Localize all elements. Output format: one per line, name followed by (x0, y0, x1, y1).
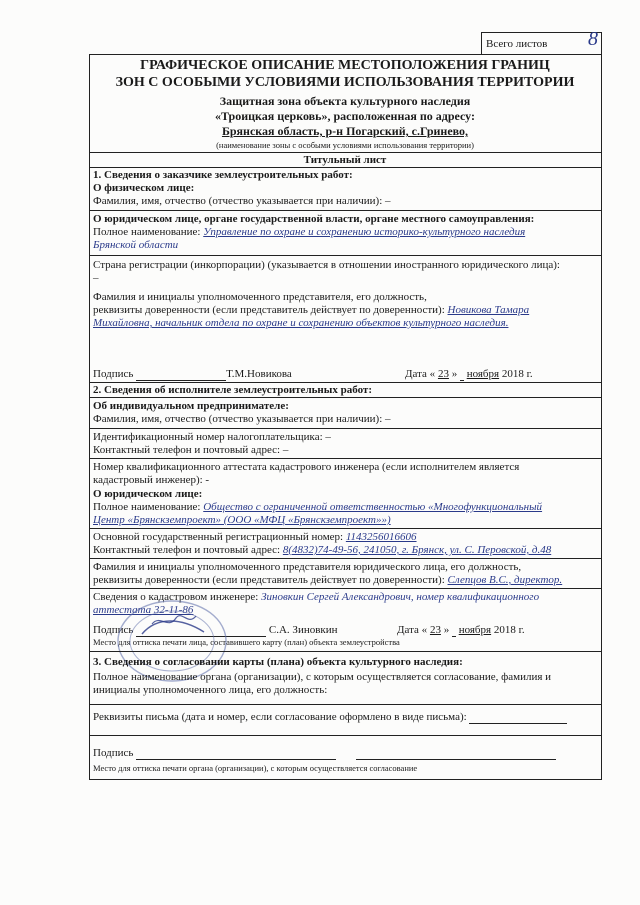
divider-s2-cad (89, 588, 602, 589)
section-2-date-pad (452, 626, 456, 637)
section-2-date-month: ноября (458, 624, 492, 636)
section-1-sign-label: Подпись (93, 368, 134, 380)
divider-s2-qual (89, 458, 602, 459)
frame-bottom (89, 779, 602, 780)
section-1-phys-fio: Фамилия, имя, отчество (отчество указывается при наличии): – (93, 195, 391, 207)
section-1-phys-heading: О физическом лице: (93, 182, 195, 194)
section-1-date-pad (460, 370, 464, 381)
section-2-cad-value: Зиновкин Сергей Александрович, номер квалификационного (261, 591, 540, 603)
total-sheets-label: Всего листов (486, 38, 548, 50)
section-3-letter-blank (469, 713, 567, 724)
section-1-country-label: Страна регистрации (инкорпорации) (указывается в отношении иностранного юридического лица): (93, 259, 560, 271)
header-box-top-border (481, 32, 601, 33)
divider-section-1-top (89, 167, 602, 168)
section-2-ip-contacts: Контактный телефон и почтовый адрес: – (93, 444, 289, 456)
section-2-full-name-label: Полное наименование: (93, 501, 204, 513)
title-line-5-address: Брянская область, р-н Погарский, с.Гринево, (221, 124, 469, 138)
section-1-heading: 1. Сведения о заказчике землеустроительных работ: (93, 169, 353, 181)
section-2-full-name-value-cont: Центр «Брянскземпроект» (ООО «МФЦ «Брянскземпроект»») (93, 514, 391, 526)
divider-section-3-top (89, 651, 602, 652)
section-2-date-label: Дата « (397, 624, 428, 636)
section-1-full-name-value: Управление по охране и сохранению историко-культурного наследия (203, 226, 526, 238)
section-1-signature-row (93, 368, 292, 381)
divider-s2-ogrn (89, 528, 602, 529)
zone-name-note: (наименование зоны с особыми условиями использования территории) (216, 140, 474, 150)
section-1-date-month: ноября (466, 368, 500, 380)
divider-s2-rep (89, 558, 602, 559)
section-2-rep-label: реквизиты доверенности (если представитель действует по доверенности): (93, 574, 448, 586)
section-2-sign-label: Подпись (93, 624, 134, 636)
section-3-letter-label: Реквизиты письма (дата и номер, если согласование оформлено в виде письма): (93, 711, 467, 723)
sheet-title: Титульный лист (303, 154, 387, 166)
section-2-qual-line-2: кадастровый инженер): - (93, 474, 210, 486)
section-1-rep-line-1: Фамилия и инициалы уполномоченного представителя, его должность, (93, 291, 427, 303)
section-2-contacts-label: Контактный телефон и почтовый адрес: (93, 544, 283, 556)
section-2-legal-heading: О юридическом лице: (93, 488, 203, 500)
section-3-line-1: Полное наименование органа (организации), с которым осуществляется согласование, фамилия и (93, 671, 552, 683)
title-line-2: ЗОН С ОСОБЫМИ УСЛОВИЯМИ ИСПОЛЬЗОВАНИЯ ТЕРРИТОРИИ (115, 75, 575, 90)
section-2-inn: Идентификационный номер налогоплательщика: – (93, 431, 331, 443)
section-1-legal-heading: О юридическом лице, органе государственной власти, органе местного самоуправления: (93, 213, 535, 225)
divider-s2-inn (89, 428, 602, 429)
section-1-date-day: 23 (437, 368, 449, 380)
section-2-rep-line-1: Фамилия и инициалы уполномоченного представителя юридического лица, его должность, (93, 561, 522, 573)
section-3-line-2: инициалы уполномоченного лица, его должность: (93, 684, 328, 696)
section-1-rep-line-2 (93, 304, 529, 317)
section-2-ip-heading: Об индивидуальном предпринимателе: (93, 400, 289, 412)
section-2-qual-line-1: Номер квалификационного аттестата кадастрового инженера (если исполнителем является (93, 461, 520, 473)
title-line-1: ГРАФИЧЕСКОЕ ОПИСАНИЕ МЕСТОПОЛОЖЕНИЯ ГРАНИЦ (140, 58, 550, 73)
section-2-date-day: 23 (429, 624, 441, 636)
section-2-ogrn-label: Основной государственный регистрационный номер: (93, 531, 346, 543)
divider-sheet-title-top (89, 152, 602, 153)
section-3-sign-label: Подпись (93, 747, 134, 759)
section-2-ogrn-value: 1143256016606 (345, 531, 417, 543)
frame-right (601, 32, 602, 780)
section-1-full-name-label: Полное наименование: (93, 226, 204, 238)
section-3-letter-row (93, 711, 567, 724)
section-2-date-row: Дата « 23 » ноября 2018 г. (397, 624, 525, 636)
section-2-heading: 2. Сведения об исполнителе землеустроительных работ: (93, 384, 373, 396)
section-3-name-blank (356, 759, 556, 760)
section-1-full-name (93, 226, 525, 239)
section-2-contacts (93, 544, 551, 557)
section-3-stamp-note: Место для оттиска печати органа (организации), с которым осуществляется согласование (93, 763, 418, 773)
divider-s3-letter (89, 704, 602, 705)
section-1-date-row: Дата « 23 » ноября 2018 г. (405, 368, 533, 380)
frame-top (89, 54, 602, 55)
section-2-full-name (93, 501, 542, 514)
section-1-sign-name: Т.М.Новикова (226, 368, 292, 380)
section-2-full-name-value: Общество с ограниченной ответственностью «Многофункциональный (203, 501, 543, 513)
section-2-stamp-note: Место для оттиска печати лица, составившего карту (план) объекта землеустройства (93, 637, 400, 647)
section-2-cad-value-cont: аттестата 32-11-86 (93, 604, 194, 616)
title-line-4: «Троицкая церковь», расположенная по адресу: (215, 109, 475, 123)
section-1-full-name-value-cont: Брянской области (93, 239, 179, 251)
divider-s1-country (89, 255, 602, 256)
section-3-heading: 3. Сведения о согласовании карты (плана) объекта культурного наследия: (93, 656, 463, 668)
section-2-ip-fio: Фамилия, имя, отчество (отчество указывается при наличии): – (93, 413, 391, 425)
divider-s1-legal (89, 210, 602, 211)
section-2-contacts-value: 8(4832)74-49-56, 241050, г. Брянск, ул. С. Перовской, д.48 (282, 544, 552, 556)
divider-s2-ip (89, 397, 602, 398)
section-2-date-year: 2018 г. (493, 624, 525, 636)
section-2-ogrn (93, 531, 417, 544)
divider-s3-sign (89, 735, 602, 736)
section-1-rep-label: реквизиты доверенности (если представитель действует по доверенности): (93, 304, 448, 316)
section-1-date-label: Дата « (405, 368, 436, 380)
section-3-signature-row (93, 747, 133, 760)
section-1-sign-blank (136, 370, 226, 381)
section-1-rep-value-cont: Михайловна, начальник отдела по охране и сохранению объектов культурного наследия. (93, 317, 509, 329)
section-2-rep-value: Слепцов В.С., директор. (447, 574, 563, 586)
divider-section-2-top (89, 382, 602, 383)
section-2-sign-name: С.А. Зиновкин (268, 624, 338, 636)
section-2-cad-label: Сведения о кадастровом инженере: (93, 591, 262, 603)
total-sheets-value: 8 (588, 28, 598, 50)
section-1-rep-value: Новикова Тамара (447, 304, 530, 316)
section-3-sign-blank (136, 759, 336, 760)
section-1-date-year: 2018 г. (501, 368, 533, 380)
title-line-3: Защитная зона объекта культурного наследия (219, 94, 471, 108)
header-box-left-border (481, 32, 482, 54)
section-1-country-value: – (93, 272, 99, 284)
section-2-rep-line-2 (93, 574, 562, 587)
